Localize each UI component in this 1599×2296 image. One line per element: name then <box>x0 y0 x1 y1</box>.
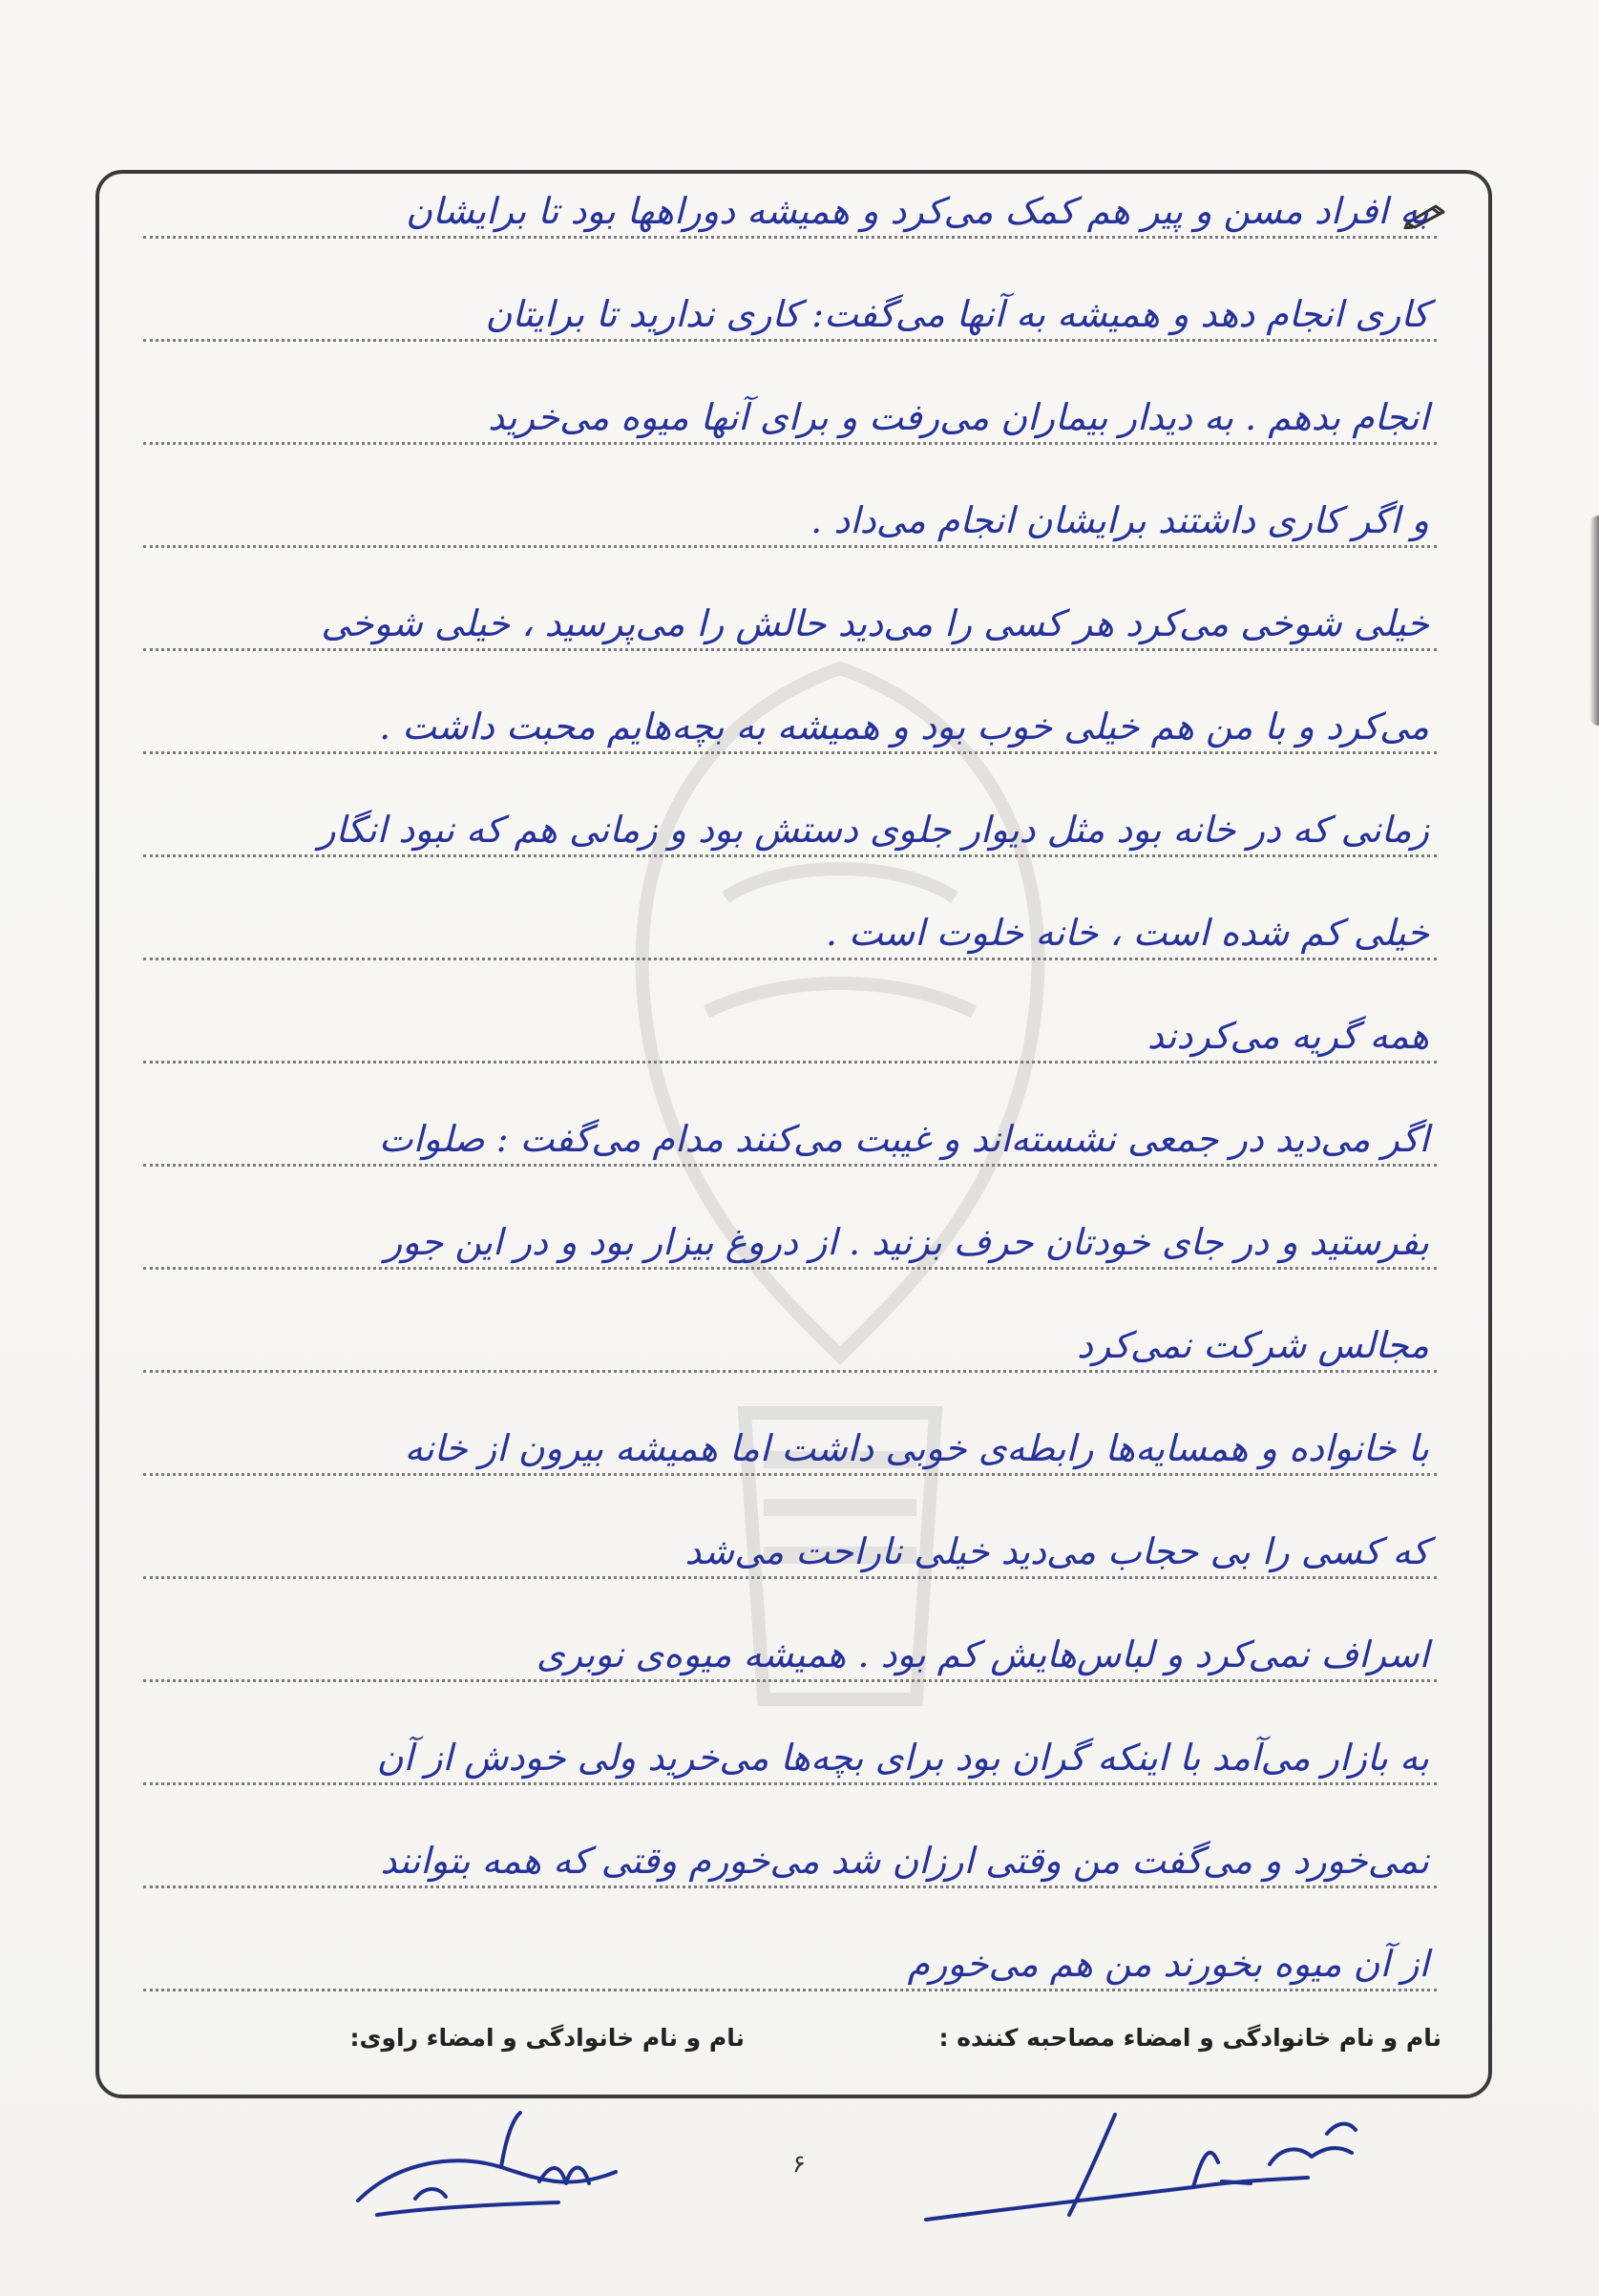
line-9-text: همه گریه می‌کردند <box>1147 1015 1429 1058</box>
text-line-15 <box>143 1604 1437 1682</box>
text-line-16 <box>143 1707 1437 1785</box>
line-8-text: خیلی کم شده است ، خانه خلوت است . <box>825 912 1429 955</box>
line-4-text: و اگر کاری داشتند برایشان انجام می‌داد . <box>810 499 1429 542</box>
page-number: ۶ <box>792 2150 806 2179</box>
text-line-2 <box>143 263 1437 342</box>
line-18-text: از آن میوه بخورند من هم می‌خورم <box>907 1943 1429 1986</box>
line-1-text: به افراد مسن و پیر هم کمک می‌کرد و همیشه دوراهها بود تا برایشان <box>406 190 1429 233</box>
line-13-text: با خانواده و همسایه‌ها رابطه‌ی خوبی داشت اما همیشه بیرون از خانه <box>404 1427 1429 1470</box>
binding-shadow <box>1589 516 1599 726</box>
text-line-11 <box>143 1191 1437 1270</box>
line-16-text: به بازار می‌آمد با اینکه گران بود برای بچه‌ها می‌خرید ولی خودش از آن <box>376 1737 1429 1780</box>
narrator-signature-label: نام و نام خانوادگی و امضاء راوی: <box>349 2024 745 2052</box>
line-7-text: زمانی که در خانه بود مثل دیوار جلوی دستش بود و زمانی هم که نبود انگار <box>318 809 1429 852</box>
text-line-17 <box>143 1810 1437 1888</box>
text-line-18 <box>143 1913 1437 1991</box>
line-6-text: می‌کرد و با من هم خیلی خوب بود و همیشه به بچه‌هایم محبت داشت . <box>379 706 1429 748</box>
text-line-4 <box>143 470 1437 548</box>
line-11-text: بفرستید و در جای خودتان حرف بزنید . از دروغ بیزار بود و در این جور <box>384 1221 1429 1264</box>
text-line-10 <box>143 1088 1437 1167</box>
line-3-text: انجام بدهم . به دیدار بیماران می‌رفت و برای آنها میوه می‌خرید <box>488 396 1429 439</box>
text-line-5 <box>143 573 1437 651</box>
interviewer-signature-label: نام و نام خانوادگی و امضاء مصاحبه کننده : <box>938 2024 1441 2052</box>
line-12-text: مجالس شرکت نمی‌کرد <box>1076 1324 1429 1367</box>
text-line-3 <box>143 367 1437 445</box>
line-14-text: که کسی را بی حجاب می‌دید خیلی ناراحت می‌شد <box>684 1530 1429 1573</box>
text-line-6 <box>143 676 1437 754</box>
line-15-text: اسراف نمی‌کرد و لباس‌هایش کم بود . همیشه میوه‌ی نوبری <box>536 1633 1429 1676</box>
text-line-12 <box>143 1295 1437 1373</box>
narrator-signature <box>339 2096 644 2229</box>
text-line-13 <box>143 1398 1437 1476</box>
line-2-text: کاری انجام دهد و همیشه به آنها می‌گفت: کاری ندارید تا برایتان <box>485 293 1429 336</box>
text-line-14 <box>143 1501 1437 1579</box>
line-17-text: نمی‌خورد و می‌گفت من وقتی ارزان شد می‌خورم وقتی که همه بتوانند <box>380 1840 1429 1883</box>
text-line-1 <box>143 160 1437 239</box>
text-line-9 <box>143 985 1437 1064</box>
text-line-8 <box>143 882 1437 960</box>
line-5-text: خیلی شوخی می‌کرد هر کسی را می‌دید حالش را می‌پرسید ، خیلی شوخی <box>321 602 1429 645</box>
line-10-text: اگر می‌دید در جمعی نشسته‌اند و غیبت می‌کنند مدام می‌گفت : صلوات <box>378 1118 1429 1161</box>
text-line-7 <box>143 779 1437 857</box>
interviewer-signature <box>907 2096 1394 2239</box>
